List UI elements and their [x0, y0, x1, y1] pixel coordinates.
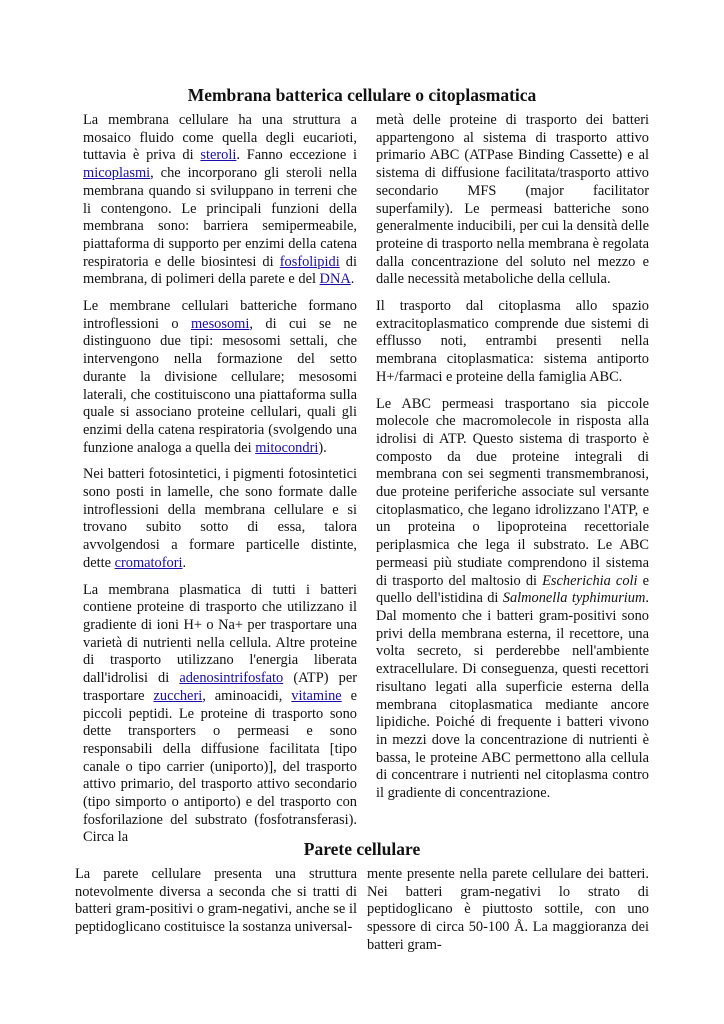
text-run: La membrana cellulare ha una struttura a mosaico fluido come quella degli eucarioti, tuttavia è priva di — [83, 112, 357, 164]
text-run: (ATP) per trasportare — [83, 670, 357, 704]
link-dna[interactable]: DNA — [319, 271, 351, 288]
link-zuccheri[interactable]: zuccheri — [153, 687, 203, 704]
paragraph-mesosomi — [83, 298, 357, 457]
text-run: . Fanno eccezione i — [236, 147, 357, 164]
paragraph-fotosintetici — [83, 466, 357, 572]
link-vitamine[interactable]: vitamine — [291, 687, 342, 704]
text-run: Le ABC permeasi trasportano sia piccole molecole che macromolecole in risposta alla idrolisi di ATP. Questo sistema di trasporto è composto da due proteine integrali di membrana con sei segmenti transmembranosi, due proteine periferiche associate sul versante citoplasmatico, che legano idrolizzano l'ATP, e un proteina o lipoproteina recettoriale periplasmica che lega il substrato. Le ABC permeasi più studiate comprendono il sistema di trasporto del maltosio di — [376, 395, 649, 589]
link-adenosintrifosfato[interactable]: adenosintrifosfato — [179, 670, 284, 687]
link-mitocondri[interactable]: mitocondri — [255, 439, 319, 456]
text-run: e quello dell'istidina di — [376, 572, 649, 607]
text-run: di membrana, di polimeri della parete e del — [83, 253, 357, 288]
text-run: , di cui se ne distinguono due tipi: mesosomi settali, che intervengono nella formazione del setto durante la divisione cellulare; mesosomi laterali, che costituiscono una piattaforma sulla quale si associano proteine cellulari, quali gli enzimi della catena respiratoria (svolgendo una funzione analoga a quella dei — [83, 315, 357, 456]
link-micoplasmi[interactable]: micoplasmi — [83, 165, 151, 182]
section-title-membrana: Membrana batterica cellulare o citoplasmatica — [187, 85, 537, 105]
paragraph-membrana-struttura — [83, 112, 357, 289]
section2-column-right — [367, 866, 649, 955]
text-run: Nei batteri fotosintetici, i pigmenti fotosintetici sono posti in lamelle, che sono formate dalle introflessioni della membrana cellulare e si trovano subito sotto di essa, talora avvolgendosi a formare particelle distinte, dette — [83, 466, 357, 571]
paragraph-parete-intro: La parete cellulare presenta una struttura notevolmente diversa a seconda che si tratti di batteri gram-positivi o gram-negativi, anche se il peptidoglicano costituisce la sostanza universal- — [75, 866, 357, 936]
text-run: . Dal momento che i batteri gram-positivi sono privi della membrana esterna, il recettore, una volta secreto, si perderebbe nell'ambiente extracellulare. Di conseguenza, questi recettori risultano legati alla superficie esterna della membrana citoplasmatica mediante ancore lipidiche. Poiché di frequente i batteri vivono in mezzi dove la concentrazione di nutrienti è bassa, le proteine ABC permettono alla cellula di concentrare i nutrienti nel citoplasma contro il gradiente di concentrazione. — [376, 590, 650, 802]
section1-column-left — [83, 112, 357, 847]
paragraph-permeasi: metà delle proteine di trasporto dei batteri appartengono al sistema di trasporto attivo primario ABC (ATPase Binding Cassette) e al sistema di diffusione facilitata/trasporto attivo secondario MFS (major facilitator superfamily). Le permeasi batteriche sono generalmente inducibili, per cui la densità delle proteine di trasporto nella membrana è regolata dalla concentrazione del soluto nel mezzo e dalle necessità metaboliche della cellula. — [376, 112, 649, 288]
link-cromatofori[interactable]: cromatofori — [114, 554, 183, 571]
text-run: e piccoli peptidi. Le proteine di trasporto sono dette transporters o permeasi e sono responsabili della diffusione facilitata [tipo canale o tipo carrier (uniporto)], del trasporto attivo primario, del trasporto attivo secondario (tipo simporto o antiporto) e del trasporto con fosforilazione del substrato (fosfotransferasi). Circa la — [83, 687, 358, 846]
text-run: . — [350, 271, 355, 288]
species-salmonella-typhimurium: Salmonella typhimurium — [502, 590, 646, 607]
species-escherichia-coli: Escherichia coli — [542, 572, 638, 589]
section1-column-right — [376, 112, 649, 803]
text-run: Le membrane cellulari batteriche formano introflessioni o — [83, 298, 357, 332]
section2-column-left — [75, 866, 357, 937]
link-fosfolipidi[interactable]: fosfolipidi — [279, 253, 340, 270]
text-run: , che incorporano gli steroli nella membrana quando si sviluppano in terreni che li contengono. Le principali funzioni della membrana sono: barriera semipermeabile, piattaforma di supporto per enzimi della catena respiratoria e delle biosintesi di — [83, 165, 357, 270]
paragraph-parete-peptidoglicano: mente presente nella parete cellulare dei batteri. Nei batteri gram-negativi lo strato di peptidoglicano è piuttosto sottile, con uno spessore di circa 50-100 Å. La maggioranza dei batteri gram- — [367, 866, 649, 953]
text-run: . — [182, 554, 187, 571]
text-run: , aminoacidi, — [202, 687, 292, 704]
link-mesosomi[interactable]: mesosomi — [190, 315, 250, 332]
paragraph-abc-permeasi — [376, 396, 649, 803]
section-title-parete: Parete cellulare — [303, 839, 421, 859]
text-run: ). — [318, 439, 327, 456]
link-steroli[interactable]: steroli — [200, 147, 237, 164]
text-run: La membrana plasmatica di tutti i batteri contiene proteine di trasporto che utilizzano il gradiente di ioni H+ o Na+ per trasportare una varietà di nutrienti nella cellula. Altre proteine di trasporto utilizzano l'energia liberata dall'idrolisi di — [83, 581, 357, 687]
paragraph-proteine-trasporto — [83, 582, 357, 848]
paragraph-efflusso: Il trasporto dal citoplasma allo spazio extracitoplasmatico comprende due sistemi di efflusso noti, entrambi presenti nella membrana citoplasmatica: sistema antiporto H+/farmaci e proteine della famiglia ABC. — [376, 298, 649, 385]
